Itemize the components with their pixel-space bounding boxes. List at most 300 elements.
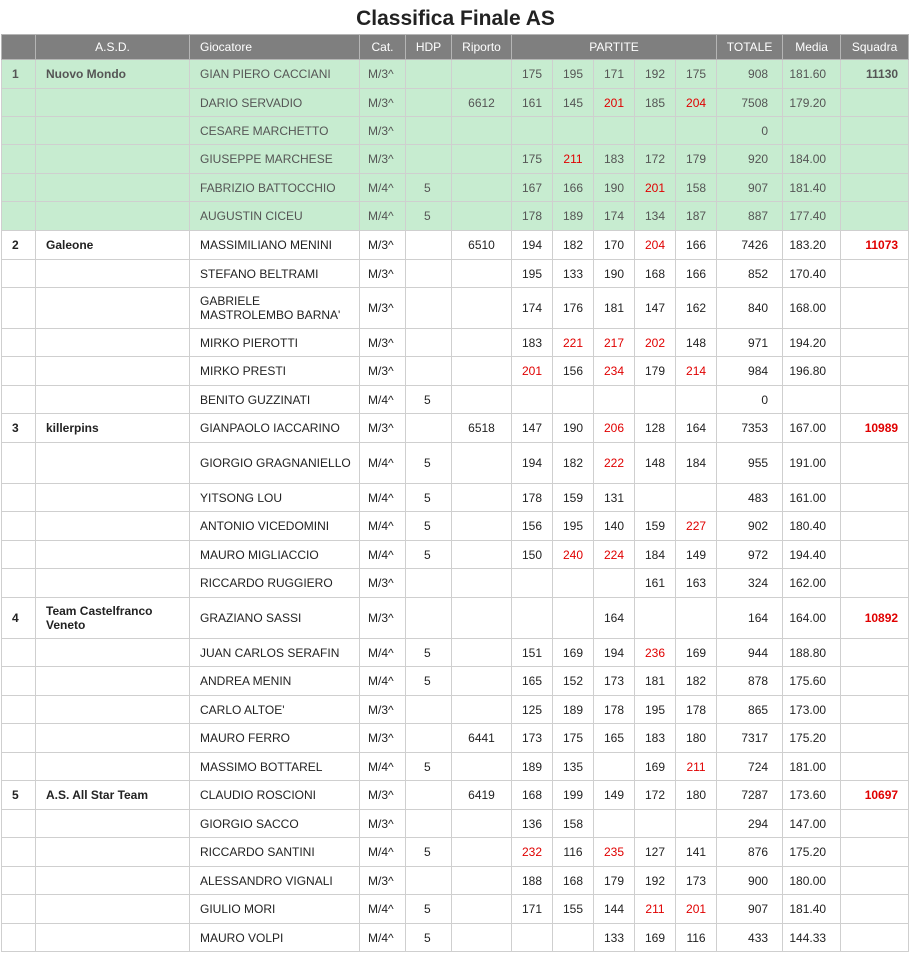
team-position-empty (2, 924, 36, 952)
player-riporto: 6419 (452, 781, 512, 810)
game-score (635, 598, 676, 639)
player-category: M/3^ (360, 810, 406, 838)
game-score (553, 924, 594, 952)
team-total-empty (841, 260, 909, 288)
game-score (594, 569, 635, 598)
header-pos (2, 35, 36, 60)
team-position-empty (2, 696, 36, 724)
player-name: ANTONIO VICEDOMINI (190, 512, 360, 541)
player-total: 840 (717, 288, 783, 329)
player-category: M/4^ (360, 443, 406, 484)
team-name-empty (36, 924, 190, 952)
game-score: 194 (512, 443, 553, 484)
player-handicap (406, 696, 452, 724)
team-total-empty (841, 145, 909, 174)
player-name: GABRIELE MASTROLEMBO BARNA' (190, 288, 360, 329)
game-score: 133 (553, 260, 594, 288)
player-name: MASSIMILIANO MENINI (190, 231, 360, 260)
team-position-empty (2, 569, 36, 598)
player-handicap (406, 867, 452, 895)
game-score: 180 (676, 724, 717, 753)
game-score: 176 (553, 288, 594, 329)
team-total-empty (841, 639, 909, 667)
game-score: 192 (635, 60, 676, 89)
player-handicap (406, 781, 452, 810)
game-score (553, 386, 594, 414)
game-score: 159 (635, 512, 676, 541)
player-average: 183.20 (783, 231, 841, 260)
player-total: 7426 (717, 231, 783, 260)
game-score: 116 (676, 924, 717, 952)
game-score: 232 (512, 838, 553, 867)
game-score (676, 484, 717, 512)
table-row (2, 569, 909, 598)
player-riporto (452, 145, 512, 174)
game-score: 224 (594, 541, 635, 569)
game-score: 169 (676, 639, 717, 667)
game-score: 190 (553, 414, 594, 443)
game-score: 202 (635, 329, 676, 357)
team-position-empty (2, 895, 36, 924)
game-score: 149 (594, 781, 635, 810)
player-total: 324 (717, 569, 783, 598)
player-name: STEFANO BELTRAMI (190, 260, 360, 288)
player-handicap (406, 810, 452, 838)
game-score: 185 (635, 89, 676, 117)
game-score: 173 (512, 724, 553, 753)
player-handicap: 5 (406, 512, 452, 541)
team-name: Galeone (36, 231, 190, 260)
game-score: 134 (635, 202, 676, 231)
game-score: 178 (676, 696, 717, 724)
player-category: M/3^ (360, 288, 406, 329)
game-score (512, 569, 553, 598)
table-row (2, 145, 909, 174)
player-handicap: 5 (406, 174, 452, 202)
player-category: M/4^ (360, 924, 406, 952)
game-score: 155 (553, 895, 594, 924)
player-riporto (452, 288, 512, 329)
player-average: 177.40 (783, 202, 841, 231)
table-row (2, 781, 909, 810)
player-category: M/4^ (360, 512, 406, 541)
player-riporto (452, 639, 512, 667)
team-name-empty (36, 145, 190, 174)
game-score: 168 (553, 867, 594, 895)
player-riporto (452, 753, 512, 781)
player-riporto (452, 386, 512, 414)
game-score (594, 117, 635, 145)
game-score: 127 (635, 838, 676, 867)
table-row (2, 667, 909, 696)
game-score (553, 117, 594, 145)
game-score: 184 (635, 541, 676, 569)
player-average: 173.60 (783, 781, 841, 810)
table-row (2, 838, 909, 867)
team-position-empty (2, 810, 36, 838)
player-name: ALESSANDRO VIGNALI (190, 867, 360, 895)
player-name: AUGUSTIN CICEU (190, 202, 360, 231)
player-category: M/4^ (360, 202, 406, 231)
player-name: BENITO GUZZINATI (190, 386, 360, 414)
player-name: CESARE MARCHETTO (190, 117, 360, 145)
game-score: 164 (676, 414, 717, 443)
game-score: 187 (676, 202, 717, 231)
table-row (2, 386, 909, 414)
player-average: 196.80 (783, 357, 841, 386)
team-name-empty (36, 895, 190, 924)
player-handicap (406, 231, 452, 260)
player-riporto (452, 696, 512, 724)
game-score: 167 (512, 174, 553, 202)
team-name-empty (36, 357, 190, 386)
player-riporto (452, 838, 512, 867)
player-riporto (452, 810, 512, 838)
team-total-empty (841, 724, 909, 753)
player-total: 865 (717, 696, 783, 724)
game-score: 148 (635, 443, 676, 484)
player-average: 144.33 (783, 924, 841, 952)
game-score (676, 117, 717, 145)
team-total: 10697 (841, 781, 909, 810)
game-score: 201 (512, 357, 553, 386)
player-name: GRAZIANO SASSI (190, 598, 360, 639)
game-score (676, 810, 717, 838)
game-score: 183 (635, 724, 676, 753)
game-score: 190 (594, 260, 635, 288)
game-score: 147 (635, 288, 676, 329)
player-name: MAURO MIGLIACCIO (190, 541, 360, 569)
player-total: 972 (717, 541, 783, 569)
game-score: 192 (635, 867, 676, 895)
game-score (635, 484, 676, 512)
game-score: 170 (594, 231, 635, 260)
game-score: 116 (553, 838, 594, 867)
header-totale: TOTALE (717, 35, 783, 60)
game-score: 189 (512, 753, 553, 781)
team-name-empty (36, 753, 190, 781)
team-total-empty (841, 288, 909, 329)
player-total: 0 (717, 117, 783, 145)
game-score: 136 (512, 810, 553, 838)
player-name: MIRKO PIEROTTI (190, 329, 360, 357)
player-handicap (406, 329, 452, 357)
player-average: 170.40 (783, 260, 841, 288)
header-media: Media (783, 35, 841, 60)
player-name: RICCARDO RUGGIERO (190, 569, 360, 598)
team-name-empty (36, 667, 190, 696)
game-score: 199 (553, 781, 594, 810)
player-average: 181.40 (783, 174, 841, 202)
game-score: 188 (512, 867, 553, 895)
player-handicap (406, 724, 452, 753)
player-handicap: 5 (406, 541, 452, 569)
game-score: 156 (553, 357, 594, 386)
player-name: GIUSEPPE MARCHESE (190, 145, 360, 174)
player-total: 164 (717, 598, 783, 639)
game-score: 183 (512, 329, 553, 357)
team-position: 3 (2, 414, 36, 443)
page-title: Classifica Finale AS (356, 7, 555, 30)
game-score: 195 (512, 260, 553, 288)
game-score: 144 (594, 895, 635, 924)
player-total: 955 (717, 443, 783, 484)
team-total-empty (841, 512, 909, 541)
game-score: 169 (635, 924, 676, 952)
team-position-empty (2, 386, 36, 414)
team-position-empty (2, 724, 36, 753)
table-row (2, 598, 909, 639)
team-position-empty (2, 867, 36, 895)
player-riporto (452, 117, 512, 145)
game-score: 171 (594, 60, 635, 89)
table-row (2, 724, 909, 753)
team-position-empty (2, 357, 36, 386)
team-name-empty (36, 569, 190, 598)
game-score (512, 117, 553, 145)
player-name: GIULIO MORI (190, 895, 360, 924)
player-handicap: 5 (406, 924, 452, 952)
team-name-empty (36, 288, 190, 329)
player-name: GIORGIO SACCO (190, 810, 360, 838)
team-total-empty (841, 867, 909, 895)
game-score: 195 (553, 512, 594, 541)
player-total: 908 (717, 60, 783, 89)
team-total-empty (841, 484, 909, 512)
player-riporto: 6510 (452, 231, 512, 260)
table-row (2, 357, 909, 386)
team-name-empty (36, 810, 190, 838)
player-handicap: 5 (406, 202, 452, 231)
team-name-empty (36, 202, 190, 231)
team-position: 1 (2, 60, 36, 89)
player-riporto: 6441 (452, 724, 512, 753)
game-score: 150 (512, 541, 553, 569)
ranking-body (2, 60, 909, 952)
player-average: 181.00 (783, 753, 841, 781)
game-score: 204 (635, 231, 676, 260)
game-score: 189 (553, 202, 594, 231)
player-average: 188.80 (783, 639, 841, 667)
game-score: 131 (594, 484, 635, 512)
table-row (2, 288, 909, 329)
game-score: 133 (594, 924, 635, 952)
game-score: 234 (594, 357, 635, 386)
player-handicap (406, 288, 452, 329)
player-total: 907 (717, 895, 783, 924)
player-average: 184.00 (783, 145, 841, 174)
player-category: M/4^ (360, 667, 406, 696)
player-category: M/3^ (360, 867, 406, 895)
player-average (783, 386, 841, 414)
game-score: 135 (553, 753, 594, 781)
game-score: 159 (553, 484, 594, 512)
game-score: 182 (553, 443, 594, 484)
game-score: 182 (553, 231, 594, 260)
team-total-empty (841, 202, 909, 231)
team-position-empty (2, 260, 36, 288)
table-row (2, 639, 909, 667)
player-category: M/4^ (360, 484, 406, 512)
player-total: 7508 (717, 89, 783, 117)
team-total: 11130 (841, 60, 909, 89)
game-score: 179 (594, 867, 635, 895)
player-name: GIAN PIERO CACCIANI (190, 60, 360, 89)
team-position-empty (2, 202, 36, 231)
table-row (2, 174, 909, 202)
game-score: 201 (635, 174, 676, 202)
player-name: GIANPAOLO IACCARINO (190, 414, 360, 443)
table-row (2, 117, 909, 145)
player-handicap: 5 (406, 639, 452, 667)
team-total: 11073 (841, 231, 909, 260)
player-average: 180.00 (783, 867, 841, 895)
team-name-empty (36, 260, 190, 288)
player-riporto (452, 895, 512, 924)
player-name: JUAN CARLOS SERAFIN (190, 639, 360, 667)
player-handicap (406, 357, 452, 386)
player-total: 907 (717, 174, 783, 202)
player-riporto (452, 329, 512, 357)
player-handicap: 5 (406, 838, 452, 867)
player-handicap (406, 598, 452, 639)
game-score: 236 (635, 639, 676, 667)
player-name: MASSIMO BOTTAREL (190, 753, 360, 781)
player-average: 167.00 (783, 414, 841, 443)
team-name-empty (36, 696, 190, 724)
team-name-empty (36, 541, 190, 569)
player-total: 902 (717, 512, 783, 541)
player-riporto (452, 357, 512, 386)
team-name-empty (36, 329, 190, 357)
team-name-empty (36, 117, 190, 145)
game-score: 195 (553, 60, 594, 89)
player-average: 162.00 (783, 569, 841, 598)
header-cat: Cat. (360, 35, 406, 60)
game-score: 171 (512, 895, 553, 924)
game-score (635, 386, 676, 414)
game-score: 173 (594, 667, 635, 696)
player-riporto (452, 512, 512, 541)
team-name-empty (36, 443, 190, 484)
header-asd: A.S.D. (36, 35, 190, 60)
player-average: 180.40 (783, 512, 841, 541)
game-score (635, 117, 676, 145)
player-name: CLAUDIO ROSCIONI (190, 781, 360, 810)
team-position-empty (2, 288, 36, 329)
player-name: CARLO ALTOE' (190, 696, 360, 724)
game-score: 172 (635, 145, 676, 174)
team-name-empty (36, 512, 190, 541)
header-hdp: HDP (406, 35, 452, 60)
table-row (2, 60, 909, 89)
team-total-empty (841, 924, 909, 952)
game-score: 204 (676, 89, 717, 117)
player-total: 984 (717, 357, 783, 386)
game-score: 235 (594, 838, 635, 867)
team-position: 4 (2, 598, 36, 639)
player-name: GIORGIO GRAGNANIELLO (190, 443, 360, 484)
game-score: 179 (676, 145, 717, 174)
player-riporto (452, 260, 512, 288)
game-score (512, 924, 553, 952)
player-name: MAURO FERRO (190, 724, 360, 753)
game-score (512, 386, 553, 414)
table-row (2, 810, 909, 838)
game-score (676, 598, 717, 639)
game-score: 156 (512, 512, 553, 541)
game-score: 178 (594, 696, 635, 724)
player-average: 161.00 (783, 484, 841, 512)
table-row (2, 202, 909, 231)
player-total: 433 (717, 924, 783, 952)
player-handicap: 5 (406, 667, 452, 696)
game-score: 180 (676, 781, 717, 810)
header-row (2, 35, 909, 60)
team-name: A.S. All Star Team (36, 781, 190, 810)
game-score: 168 (512, 781, 553, 810)
game-score (553, 598, 594, 639)
game-score: 201 (676, 895, 717, 924)
player-category: M/3^ (360, 117, 406, 145)
player-total: 900 (717, 867, 783, 895)
game-score: 141 (676, 838, 717, 867)
player-average (783, 117, 841, 145)
team-total-empty (841, 541, 909, 569)
game-score: 164 (594, 598, 635, 639)
game-score: 190 (594, 174, 635, 202)
player-average: 179.20 (783, 89, 841, 117)
game-score: 211 (676, 753, 717, 781)
table-row (2, 414, 909, 443)
game-score: 175 (553, 724, 594, 753)
player-handicap: 5 (406, 386, 452, 414)
player-name: ANDREA MENIN (190, 667, 360, 696)
player-riporto (452, 598, 512, 639)
ranking-table (1, 34, 909, 952)
team-position-empty (2, 639, 36, 667)
player-category: M/4^ (360, 895, 406, 924)
player-total: 0 (717, 386, 783, 414)
table-row (2, 924, 909, 952)
player-riporto (452, 484, 512, 512)
game-score: 161 (635, 569, 676, 598)
player-total: 7353 (717, 414, 783, 443)
team-name-empty (36, 386, 190, 414)
team-position-empty (2, 329, 36, 357)
game-score: 227 (676, 512, 717, 541)
game-score: 128 (635, 414, 676, 443)
game-score: 214 (676, 357, 717, 386)
team-position-empty (2, 512, 36, 541)
player-total: 878 (717, 667, 783, 696)
team-total-empty (841, 895, 909, 924)
player-category: M/3^ (360, 357, 406, 386)
player-riporto (452, 443, 512, 484)
game-score: 165 (594, 724, 635, 753)
team-total-empty (841, 357, 909, 386)
player-category: M/4^ (360, 174, 406, 202)
game-score: 149 (676, 541, 717, 569)
player-handicap (406, 60, 452, 89)
game-score: 178 (512, 484, 553, 512)
team-name-empty (36, 724, 190, 753)
team-position-empty (2, 753, 36, 781)
table-row (2, 260, 909, 288)
team-name-empty (36, 484, 190, 512)
header-squadra: Squadra (841, 35, 909, 60)
player-average: 175.20 (783, 724, 841, 753)
